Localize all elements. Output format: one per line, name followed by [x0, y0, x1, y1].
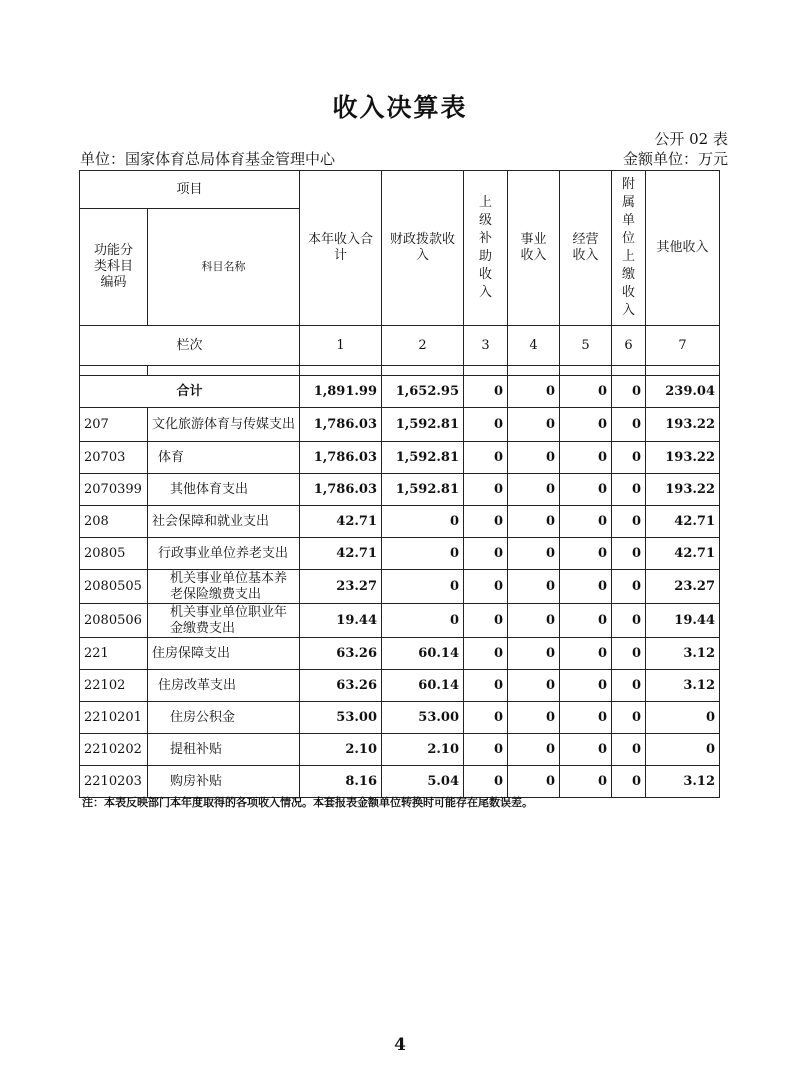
row-name: 提租补贴 [148, 734, 300, 766]
row-value: 0 [508, 442, 560, 474]
table-row [80, 670, 720, 702]
row-value: 0 [464, 408, 508, 442]
sequence-cell: 2 [382, 326, 464, 366]
row-value: 42.71 [300, 506, 382, 538]
row-value: 0 [464, 734, 508, 766]
row-name: 机关事业单位职业年金缴费支出 [148, 604, 300, 638]
table-row [80, 538, 720, 570]
table-row [80, 474, 720, 506]
amount-unit-label: 金额单位：万元 [622, 150, 728, 168]
header-name: 科目名称 [148, 209, 300, 326]
table-row [80, 570, 720, 604]
row-value: 1,592.81 [382, 474, 464, 506]
row-value: 3.12 [646, 638, 720, 670]
row-value: 0 [464, 474, 508, 506]
income-table [79, 170, 720, 798]
row-name: 住房保障支出 [148, 638, 300, 670]
row-value: 0 [560, 408, 612, 442]
header-total: 本年收入合计 [300, 171, 382, 326]
row-name: 行政事业单位养老支出 [148, 538, 300, 570]
row-value: 5.04 [382, 766, 464, 798]
row-value: 0 [464, 442, 508, 474]
row-value: 0 [508, 638, 560, 670]
row-value: 63.26 [300, 670, 382, 702]
row-value: 60.14 [382, 638, 464, 670]
sequence-cell: 6 [612, 326, 646, 366]
sequence-label: 栏次 [80, 326, 300, 366]
row-value: 19.44 [300, 604, 382, 638]
sequence-cell: 4 [508, 326, 560, 366]
row-value: 193.22 [646, 442, 720, 474]
row-value: 193.22 [646, 474, 720, 506]
row-value: 0 [560, 506, 612, 538]
row-name: 机关事业单位基本养老保险缴费支出 [148, 570, 300, 604]
row-value: 0 [508, 734, 560, 766]
total-cell: 0 [464, 376, 508, 408]
row-value: 0 [560, 442, 612, 474]
row-value: 0 [612, 766, 646, 798]
total-cell: 0 [560, 376, 612, 408]
row-name: 体育 [148, 442, 300, 474]
header-code: 功能分类科目编码 [80, 209, 148, 326]
row-value: 0 [382, 570, 464, 604]
header-item: 项目 [80, 171, 300, 209]
row-value: 0 [464, 570, 508, 604]
row-code: 2210201 [80, 702, 148, 734]
row-name: 购房补贴 [148, 766, 300, 798]
total-row [80, 376, 720, 408]
row-value: 0 [508, 408, 560, 442]
row-value: 0 [508, 670, 560, 702]
sequence-cell: 3 [464, 326, 508, 366]
table-row [80, 442, 720, 474]
row-value: 0 [464, 702, 508, 734]
header-superior: 上级补助收入 [464, 171, 508, 326]
row-name: 其他体育支出 [148, 474, 300, 506]
row-value: 42.71 [300, 538, 382, 570]
row-value: 42.71 [646, 538, 720, 570]
row-code: 207 [80, 408, 148, 442]
row-value: 60.14 [382, 670, 464, 702]
row-value: 0 [464, 604, 508, 638]
row-value: 0 [508, 570, 560, 604]
row-name: 社会保障和就业支出 [148, 506, 300, 538]
row-code: 2070399 [80, 474, 148, 506]
row-value: 3.12 [646, 670, 720, 702]
row-code: 20703 [80, 442, 148, 474]
row-value: 0 [560, 638, 612, 670]
row-code: 2210203 [80, 766, 148, 798]
row-code: 2080505 [80, 570, 148, 604]
row-value: 0 [560, 570, 612, 604]
sequence-cell: 5 [560, 326, 612, 366]
row-value: 1,786.03 [300, 474, 382, 506]
table-row [80, 408, 720, 442]
row-value: 53.00 [382, 702, 464, 734]
row-value: 42.71 [646, 506, 720, 538]
header-business: 事业收入 [508, 171, 560, 326]
row-value: 0 [560, 538, 612, 570]
row-value: 0 [382, 506, 464, 538]
header-fiscal: 财政拨款收入 [382, 171, 464, 326]
row-value: 1,786.03 [300, 442, 382, 474]
unit-label: 单位：国家体育总局体育基金管理中心 [80, 150, 336, 168]
row-value: 0 [612, 474, 646, 506]
row-value: 0 [508, 702, 560, 734]
row-value: 0 [646, 734, 720, 766]
row-value: 0 [612, 670, 646, 702]
row-value: 0 [612, 734, 646, 766]
total-cell: 0 [612, 376, 646, 408]
table-row [80, 638, 720, 670]
row-value: 0 [612, 638, 646, 670]
row-code: 221 [80, 638, 148, 670]
row-value: 0 [612, 538, 646, 570]
row-value: 0 [508, 766, 560, 798]
table-row [80, 734, 720, 766]
table-note: 注：本表反映部门本年度取得的各项收入情况。本套报表金额单位转换时可能存在尾数误差。 [82, 796, 533, 809]
row-value: 0 [382, 538, 464, 570]
total-label: 合计 [80, 376, 300, 408]
row-value: 23.27 [646, 570, 720, 604]
row-code: 2210202 [80, 734, 148, 766]
row-value: 0 [560, 702, 612, 734]
row-value: 0 [646, 702, 720, 734]
row-code: 2080506 [80, 604, 148, 638]
table-row [80, 604, 720, 638]
row-value: 0 [508, 474, 560, 506]
row-value: 0 [508, 538, 560, 570]
row-value: 0 [464, 766, 508, 798]
row-value: 0 [508, 604, 560, 638]
row-value: 0 [508, 506, 560, 538]
total-cell: 1,891.99 [300, 376, 382, 408]
header-affiliated: 附属单位上缴收入 [612, 171, 646, 326]
row-value: 1,592.81 [382, 408, 464, 442]
row-value: 1,786.03 [300, 408, 382, 442]
sequence-cell: 1 [300, 326, 382, 366]
row-value: 0 [612, 506, 646, 538]
row-value: 0 [560, 474, 612, 506]
row-name: 住房公积金 [148, 702, 300, 734]
table-row [80, 506, 720, 538]
row-code: 22102 [80, 670, 148, 702]
row-value: 0 [560, 604, 612, 638]
row-value: 0 [560, 734, 612, 766]
row-value: 2.10 [382, 734, 464, 766]
header-other: 其他收入 [646, 171, 720, 326]
total-cell: 0 [508, 376, 560, 408]
row-value: 19.44 [646, 604, 720, 638]
row-value: 0 [464, 506, 508, 538]
row-value: 0 [560, 670, 612, 702]
row-value: 23.27 [300, 570, 382, 604]
row-value: 53.00 [300, 702, 382, 734]
row-value: 0 [464, 638, 508, 670]
row-value: 2.10 [300, 734, 382, 766]
row-value: 0 [560, 766, 612, 798]
total-cell: 239.04 [646, 376, 720, 408]
page-number: 4 [394, 1035, 406, 1055]
row-value: 0 [612, 442, 646, 474]
row-value: 0 [464, 538, 508, 570]
table-row [80, 766, 720, 798]
total-cell: 1,652.95 [382, 376, 464, 408]
table-row [80, 702, 720, 734]
row-value: 3.12 [646, 766, 720, 798]
row-value: 8.16 [300, 766, 382, 798]
row-value: 0 [382, 604, 464, 638]
row-value: 0 [612, 408, 646, 442]
row-code: 20805 [80, 538, 148, 570]
row-value: 0 [464, 670, 508, 702]
row-value: 1,592.81 [382, 442, 464, 474]
row-name: 住房改革支出 [148, 670, 300, 702]
row-value: 0 [612, 570, 646, 604]
row-value: 63.26 [300, 638, 382, 670]
form-number: 公开 02 表 [654, 130, 728, 148]
page-title: 收入决算表 [332, 93, 468, 122]
row-value: 0 [612, 604, 646, 638]
row-code: 208 [80, 506, 148, 538]
header-operating: 经营收入 [560, 171, 612, 326]
row-value: 0 [612, 702, 646, 734]
row-name: 文化旅游体育与传媒支出 [148, 408, 300, 442]
sequence-cell: 7 [646, 326, 720, 366]
row-value: 193.22 [646, 408, 720, 442]
